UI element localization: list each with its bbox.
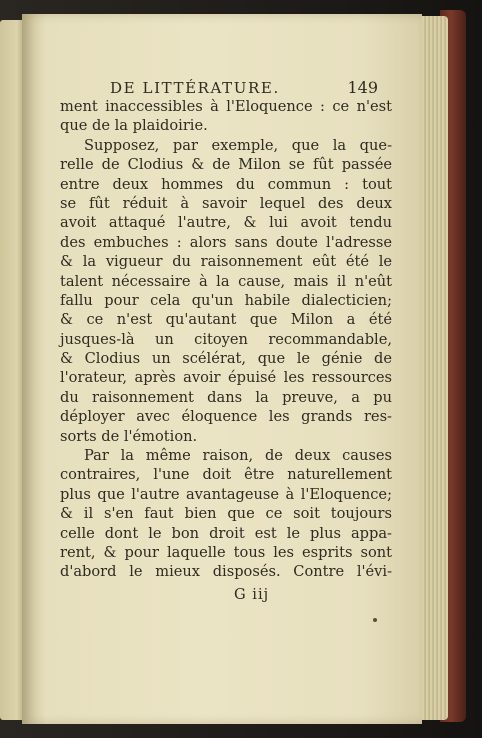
text-line: & la vigueur du raisonnement eût été le <box>60 253 392 271</box>
page-text-block <box>60 78 392 582</box>
text-line: celle dont le bon droit est le plus appa- <box>60 524 392 542</box>
text-line: que de la plaidoirie. <box>60 117 208 135</box>
text-line: Supposez, par exemple, que la que- <box>84 136 392 154</box>
previous-page-edge <box>0 20 24 720</box>
text-line: & il s'en faut bien que ce soit toujours <box>60 505 392 523</box>
text-line: ment inaccessibles à l'Eloquence : ce n'est <box>60 98 392 115</box>
text-line: & ce n'est qu'autant que Milon a été <box>60 311 392 329</box>
text-line: plus que l'autre avantageuse à l'Eloquence; <box>60 485 392 503</box>
text-line: des embuches : alors sans doute l'adresse <box>60 233 392 251</box>
text-line: entre deux hommes du commun : tout <box>60 175 392 193</box>
text-line: sorts de l'émotion. <box>60 427 198 445</box>
running-head-title: DE LITTÉRATURE. <box>110 79 280 97</box>
text-line: contraires, l'une doit être naturellement <box>60 466 392 484</box>
text-line: l'orateur, après avoir épuisé les ressources <box>60 369 392 387</box>
running-head <box>110 78 378 97</box>
text-line: du raisonnement dans la preuve, a pu <box>60 388 392 406</box>
text-line: avoit attaqué l'autre, & lui avoit tendu <box>60 214 392 232</box>
text-line: d'abord le mieux disposés. Contre l'évi- <box>60 563 392 581</box>
body-text <box>60 97 392 582</box>
text-line: talent nécessaire à la cause, mais il n'eût <box>60 272 392 290</box>
text-line: & Clodius un scélérat, que le génie de <box>60 350 392 368</box>
text-line: se fût réduit à savoir lequel des deux <box>60 194 392 212</box>
text-line: déployer avec éloquence les grands res- <box>60 408 392 426</box>
signature-mark: G iij <box>234 586 270 603</box>
text-line: Par la même raison, de deux causes <box>84 447 392 465</box>
text-line: relle de Clodius & de Milon se fût passée <box>60 156 392 174</box>
text-line: jusques-là un citoyen recommandable, <box>60 330 392 348</box>
text-line: rent, & pour laquelle tous les esprits sont <box>60 543 392 561</box>
paper-speck <box>373 618 377 622</box>
text-line: fallu pour cela qu'un habile dialecticien; <box>60 291 392 309</box>
page-number: 149 <box>347 78 378 97</box>
